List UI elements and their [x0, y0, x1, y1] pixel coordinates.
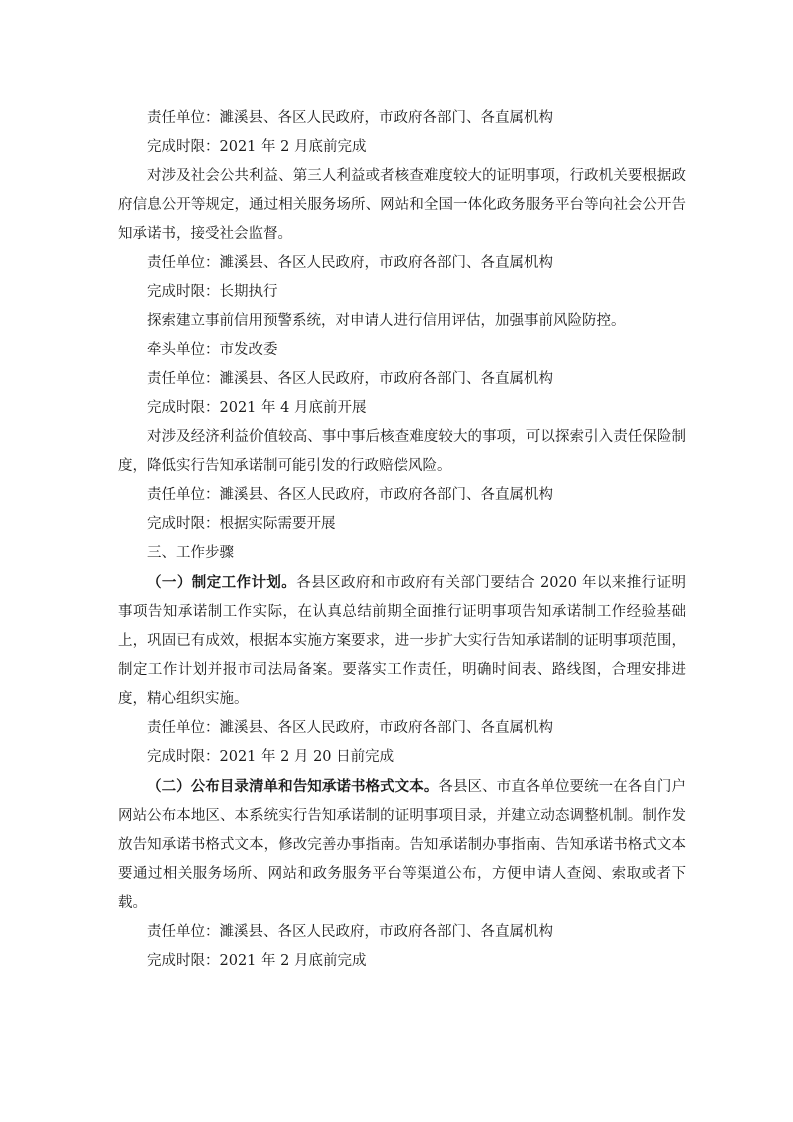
responsibility-unit: 责任单位：濉溪县、各区人民政府，市政府各部门、各直属机构: [147, 487, 553, 503]
body-paragraph: 对涉及社会公共利益、第三人利益或者核查难度较大的证明事项，行政机关要根据政府信息公开等规定，通过相关服务场所、网站和全国一体化政务服务平台等向社会公开告知承诺书，接受社会监督。: [118, 168, 686, 242]
step-paragraph: [118, 772, 686, 918]
completion-deadline: 完成时限：长期执行: [147, 284, 278, 300]
step-paragraph: [118, 568, 686, 714]
body-paragraph: 对涉及经济利益价值较高、事中事后核查难度较大的事项，可以探索引入责任保险制度，降低实行告知承诺制可能引发的行政赔偿风险。: [118, 429, 686, 474]
lead-unit: 牵头单位：市发改委: [147, 342, 278, 358]
step-heading: （二）公布目录清单和告知承诺书格式文本。: [147, 778, 439, 795]
responsibility-unit: 责任单位：濉溪县、各区人民政府，市政府各部门、各直属机构: [147, 110, 553, 126]
document-body: [118, 104, 686, 976]
step-heading: （一）制定工作计划。: [147, 574, 297, 591]
responsibility-unit: 责任单位：濉溪县、各区人民政府，市政府各部门、各直属机构: [147, 720, 553, 736]
completion-deadline: 完成时限：2021 年 2 月底前完成: [147, 139, 367, 155]
completion-deadline: 完成时限：2021 年 2 月底前完成: [147, 953, 367, 969]
step-body: 各县区、市直各单位要统一在各自门户网站公布本地区、本系统实行告知承诺制的证明事项目录，并建立动态调整机制。制作发放告知承诺书格式文本，修改完善办事指南。告知承诺制办事指南、告知承诺书格式文本要通过相关服务场所、网站和政务服务平台等渠道公布，方便申请人查阅、索取或者下载。: [118, 779, 687, 911]
responsibility-unit: 责任单位：濉溪县、各区人民政府，市政府各部门、各直属机构: [147, 255, 553, 271]
responsibility-unit: 责任单位：濉溪县、各区人民政府，市政府各部门、各直属机构: [147, 371, 553, 387]
responsibility-unit: 责任单位：濉溪县、各区人民政府，市政府各部门、各直属机构: [147, 924, 553, 940]
completion-deadline: 完成时限：2021 年 2 月 20 日前完成: [147, 749, 395, 765]
body-paragraph: 探索建立事前信用预警系统，对申请人进行信用评估，加强事前风险防控。: [147, 313, 626, 329]
completion-deadline: 完成时限：根据实际需要开展: [147, 516, 336, 532]
section-heading: 三、工作步骤: [147, 545, 234, 561]
completion-deadline: 完成时限：2021 年 4 月底前开展: [147, 400, 367, 416]
step-body: 各县区政府和市政府有关部门要结合 2020 年以来推行证明事项告知承诺制工作实际，在认真总结前期全面推行证明事项告知承诺制工作经验基础上，巩固已有成效，根据本实施方案要求，进一步扩大实行告知承诺制的证明事项范围，制定工作计划并报市司法局备案。要落实工作责任，明确时间表、路线图，合理安排进度，精心组织实施。: [118, 575, 686, 707]
